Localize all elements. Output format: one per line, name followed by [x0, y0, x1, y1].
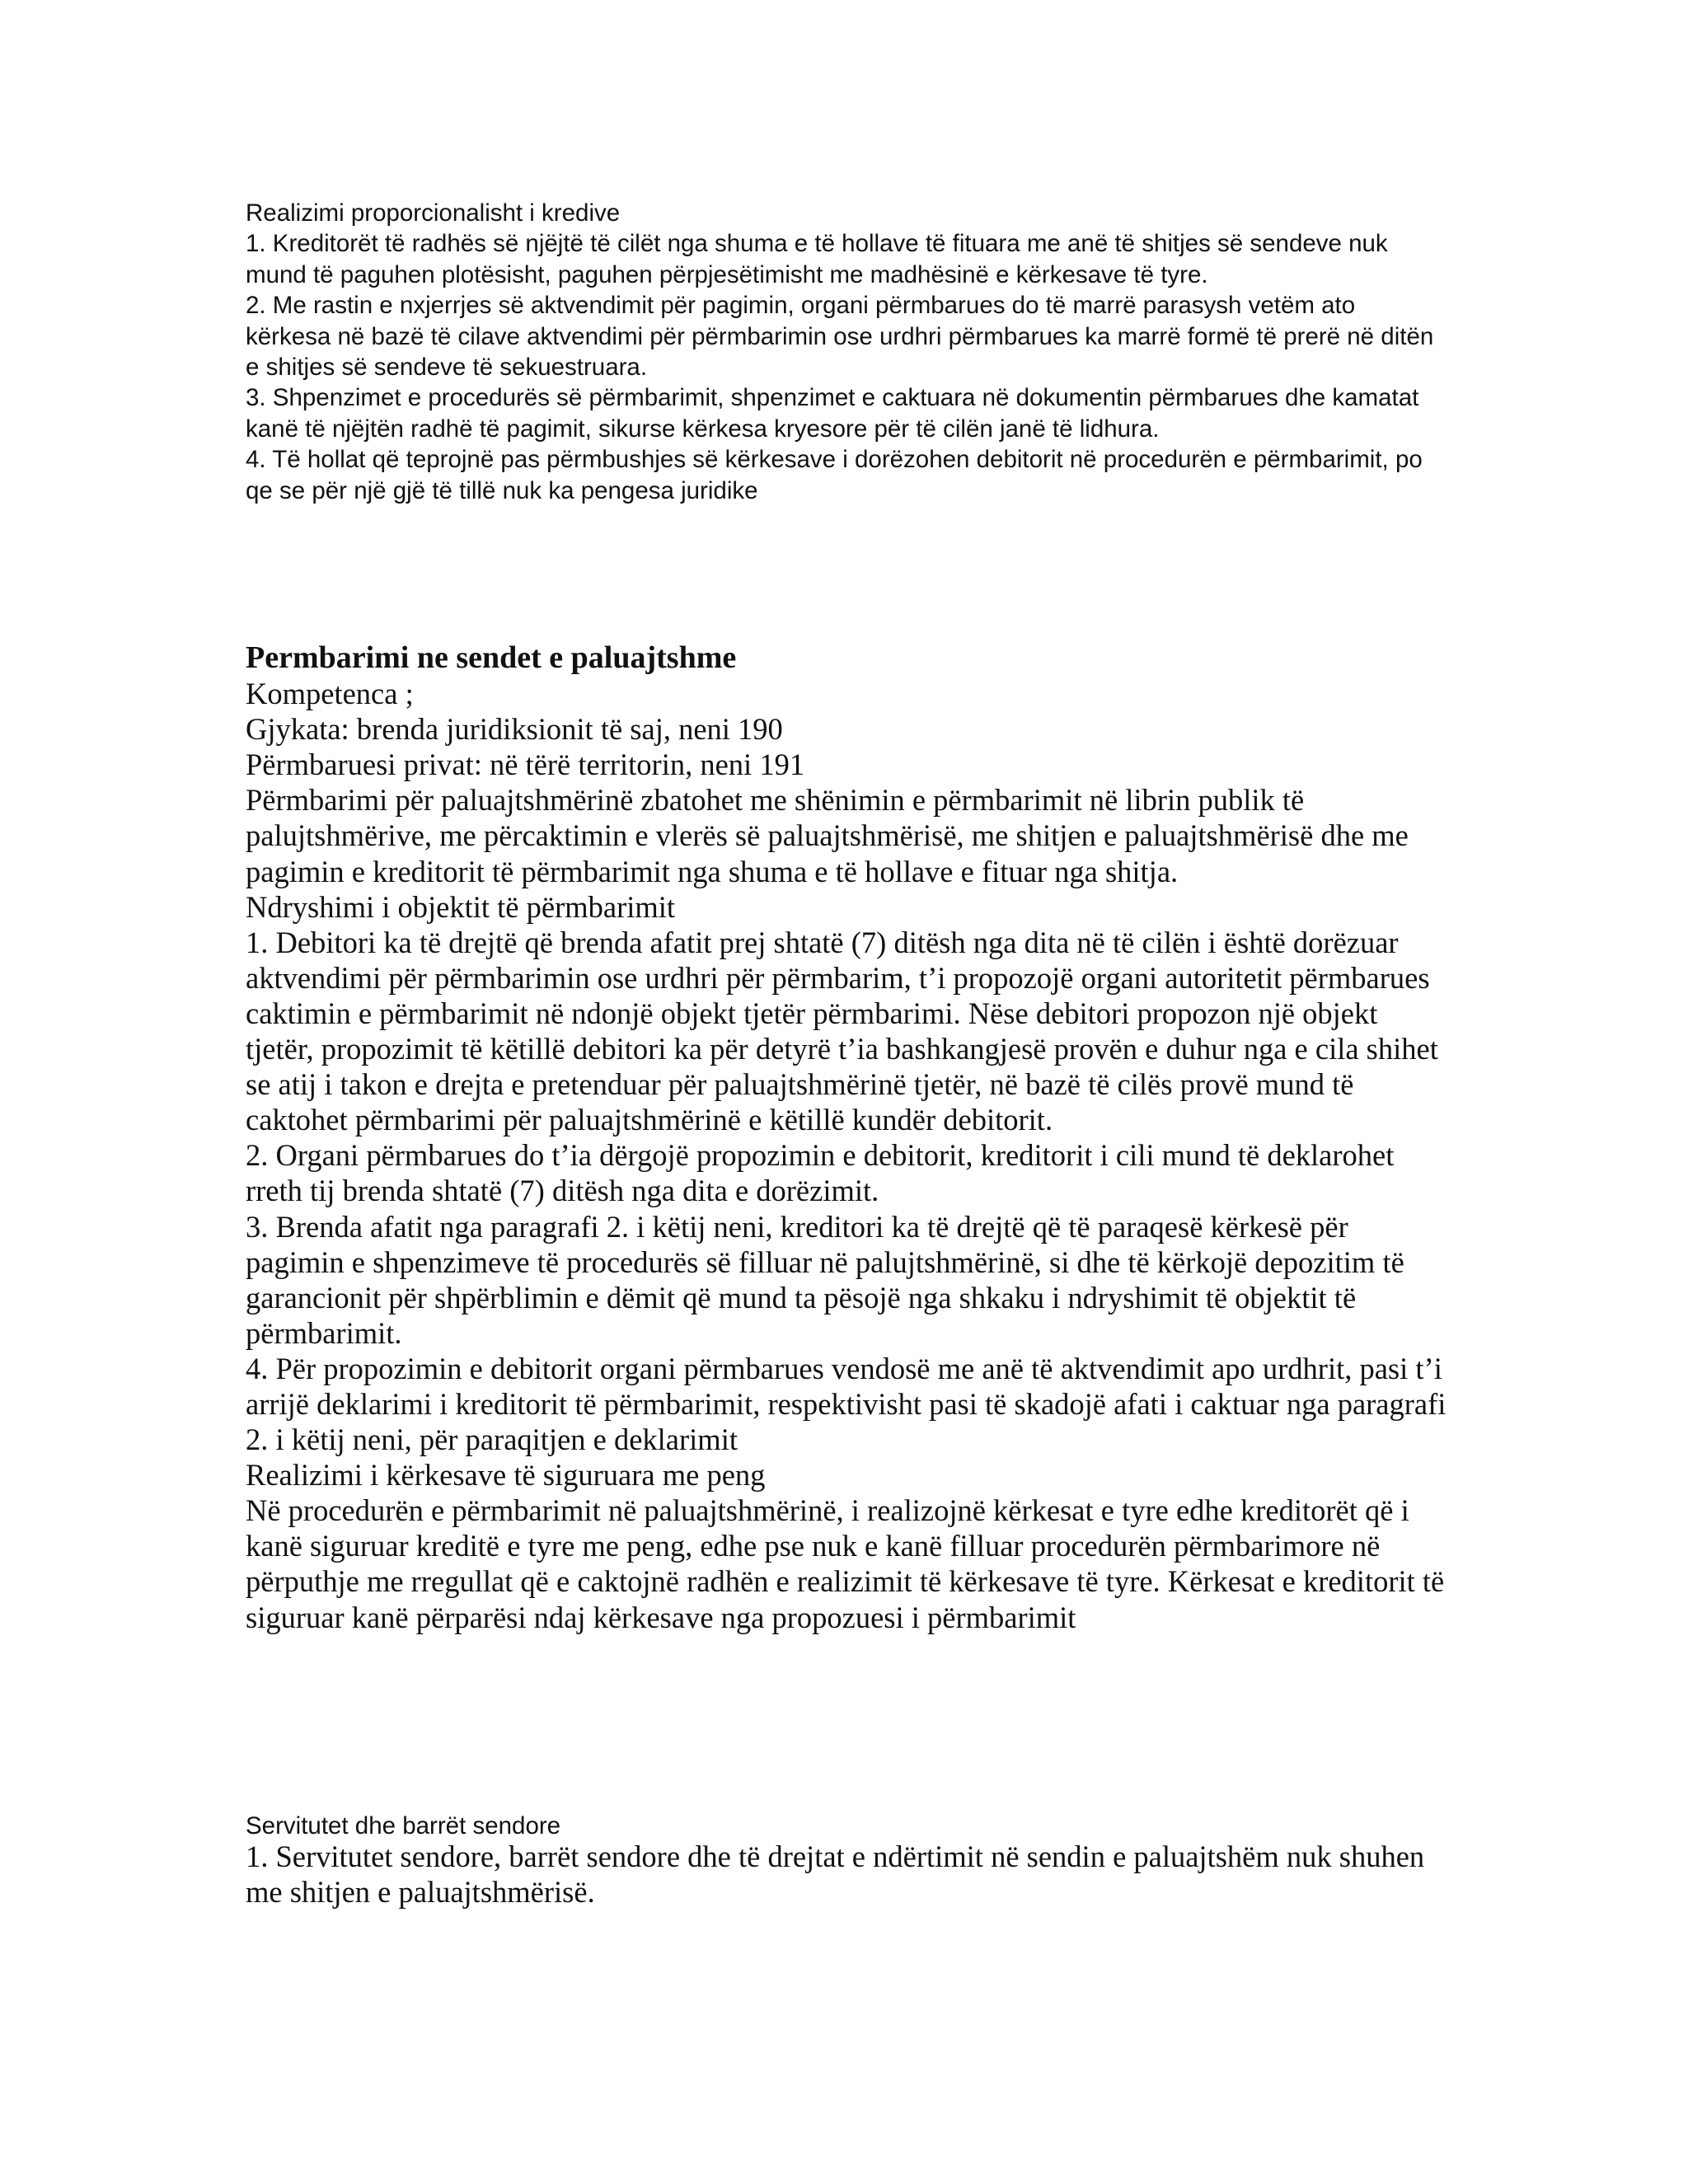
section-proportional-realization	[246, 198, 1441, 506]
section-servitudes-title	[246, 1811, 1441, 1841]
section-title: Realizimi proporcionalisht i kredive	[246, 199, 621, 227]
section-immovable-enforcement	[246, 640, 1449, 1635]
paragraph-item: 3. Shpenzimet e procedurës së përmbarimit, shpenzimet e caktuara në dokumentin përmbarues dhe kamatat kanë të njëjtën radhë të pagimit, sikurse kërkesa kryesore për të cilën janë të lidhura.	[246, 384, 1419, 443]
paragraph-line: 3. Brenda afatit nga paragrafi 2. i këtij neni, kreditori ka të drejtë që të paraqesë kërkesë për pagimin e shpenzimeve të procedurës së filluar në palujtshmërinë, si dhe të kërkojë depozitim të garancionit për shpërblimin e dëmit që mund ta pësojë nga shkaku i ndryshimit të objektit të përmbarimit.	[246, 1209, 1404, 1350]
paragraph-line: 1. Servitutet sendore, barrët sendore dhe të drejtat e ndërtimit në sendin e paluajtshëm nuk shuhen me shitjen e paluajtshmërisë.	[246, 1840, 1425, 1910]
paragraph-item: 1. Kreditorët të radhës së njëjtë të cilët nga shuma e të hollave të fituara me anë të shitjes së sendeve nuk mund të paguhen plotësisht, paguhen përpjesëtimisht me madhësinë e kërkesave të tyre.	[246, 230, 1388, 288]
paragraph-item: 4. Të hollat që teprojnë pas përmbushjes së kërkesave i dorëzohen debitorit në procedurën e përmbarimit, po qe se për një gjë të tillë nuk ka pengesa juridike	[246, 446, 1423, 504]
paragraph-line: Në procedurën e përmbarimit në paluajtshmërinë, i realizojnë kërkesat e tyre edhe kreditorët që i kanë siguruar kreditë e tyre me peng, edhe pse nuk e kanë filluar procedurën përmbarimore në përputhje me rregullat që e caktojnë radhën e realizimit të kërkesave të tyre. Kërkesat e kreditorit të siguruar kanë përparësi ndaj kërkesave nga propozuesi i përmbarimit	[246, 1493, 1445, 1634]
paragraph-item: 2. Me rastin e nxjerrjes së aktvendimit për pagimin, organi përmbarues do të marrë parasysh vetëm ato kërkesa në bazë të cilave aktvendimi për përmbarimin ose urdhri përmbarues ka marrë formë të prerë në ditën e shitjes së sendeve të sekuestruara.	[246, 292, 1434, 382]
paragraph-line: Ndryshimi i objektit të përmbarimit	[246, 889, 676, 924]
paragraph-line: Përmbaruesi privat: në tërë territorin, neni 191	[246, 748, 805, 782]
paragraph-line: Kompetenca ;	[246, 677, 414, 711]
paragraph-line: Përmbarimi për paluajtshmërinë zbatohet me shënimin e përmbarimit në librin publik të palujtshmërive, me përcaktimin e vlerës së paluajtshmërisë, me shitjen e paluajtshmërisë dhe me pagimin e kreditorit të përmbarimit nga shuma e të hollave e fituar nga shitja.	[246, 783, 1409, 888]
paragraph-line: 4. Për propozimin e debitorit organi përmbarues vendosë me anë të aktvendimit apo urdhrit, pasi t’i arrijë deklarimi i kreditorit të përmbarimit, respektivisht pasi të skadojë afati i caktuar nga paragrafi 2. i këtij neni, për paraqitjen e deklarimit	[246, 1351, 1447, 1457]
paragraph-line: 1. Debitori ka të drejtë që brenda afatit prej shtatë (7) ditësh nga dita në të cilën i është dorëzuar aktvendimi për përmbarimin ose urdhri për përmbarim, t’i propozojë organi autoritetit përmbarues caktimin e përmbarimit në ndonjë objekt tjetër përmbarimi. Nëse debitori propozon një objekt tjetër, propozimit të këtillë debitori ka për detyrë t’ia bashkangjesë provën e duhur nga e cila shihet se atij i takon e drejta e pretenduar për paluajtshmërinë tjetër, në bazë të cilës provë mund të caktohet përmbarimi për paluajtshmërinë e këtillë kundër debitorit.	[246, 925, 1438, 1137]
paragraph-line: Gjykata: brenda juridiksionit të saj, neni 190	[246, 712, 783, 747]
section-title: Servitutet dhe barrët sendore	[246, 1812, 561, 1840]
section-heading: Permbarimi ne sendet e paluajtshme	[246, 640, 737, 675]
section-servitudes-text	[246, 1839, 1449, 1910]
paragraph-line: 2. Organi përmbarues do t’ia dërgojë propozimin e debitorit, kreditorit i cili mund të deklarohet rreth tij brenda shtatë (7) ditësh nga dita e dorëzimit.	[246, 1138, 1395, 1208]
paragraph-line: Realizimi i kërkesave të siguruara me peng	[246, 1458, 766, 1493]
